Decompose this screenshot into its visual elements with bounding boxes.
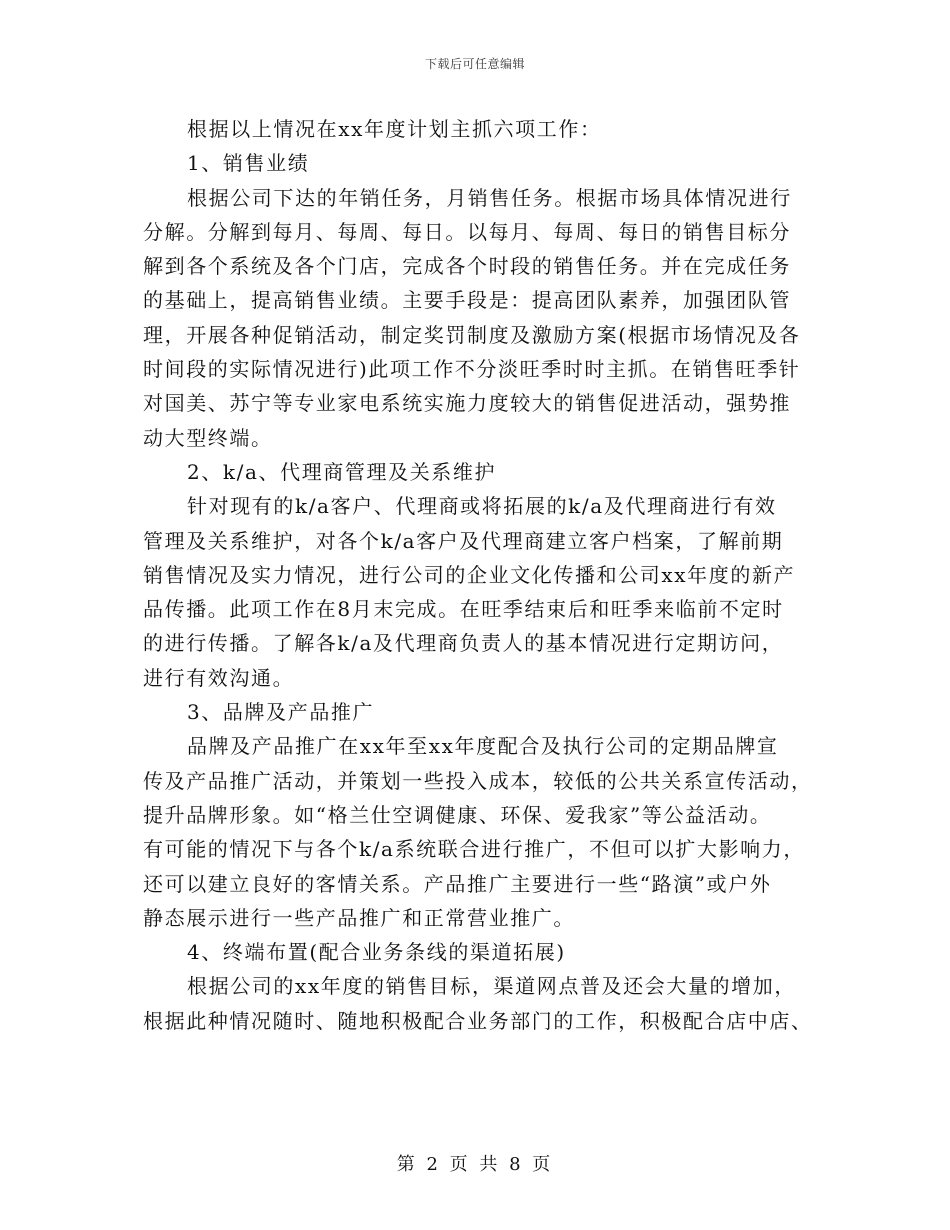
text-line: 进行有效沟通。: [143, 665, 295, 690]
page-number: 第 2 页 共 8 页: [396, 1154, 554, 1175]
text-line: 2、k/a、代理商管理及关系维护: [187, 459, 497, 484]
text-line: 提升品牌形象。如“格兰仕空调健康、环保、爱我家”等公益活动。: [143, 802, 772, 827]
text-line: 管理及关系维护，对各个k/a客户及代理商建立客户档案，了解前期: [143, 528, 784, 553]
text-line: 理，开展各种促销活动，制定奖罚制度及激励方案(根据市场情况及各: [143, 322, 801, 347]
text-line: 3、品牌及产品推广: [187, 700, 375, 725]
text-line: 根据公司下达的年销任务，月销售任务。根据市场具体情况进行: [187, 185, 792, 210]
text-line: 4、终端布置(配合业务条线的渠道拓展): [187, 940, 566, 965]
text-line: 有可能的情况下与各个k/a系统联合进行推广，不但可以扩大影响力，: [143, 837, 805, 862]
text-line: 对国美、苏宁等专业家电系统实施力度较大的销售促进活动，强势推: [143, 391, 791, 416]
text-line: 动大型终端。: [143, 425, 273, 450]
text-line: 的进行传播。了解各k/a及代理商负责人的基本情况进行定期访问，: [143, 631, 784, 656]
text-line: 还可以建立良好的客情关系。产品推广主要进行一些“路演”或户外: [143, 871, 772, 896]
text-line: 品牌及产品推广在xx年至xx年度配合及执行公司的定期品牌宣: [187, 734, 779, 759]
page-header: 下载后可任意编辑: [424, 57, 525, 71]
text-line: 品传播。此项工作在8月末完成。在旺季结束后和旺季来临前不定时: [143, 597, 784, 622]
text-line: 解到各个系统及各个门店，完成各个时段的销售任务。并在完成任务: [143, 254, 791, 279]
text-line: 的基础上，提高销售业绩。主要手段是：提高团队素养，加强团队管: [143, 288, 791, 313]
text-line: 时间段的实际情况进行)此项工作不分淡旺季时时主抓。在销售旺季针: [143, 357, 801, 382]
text-line: 分解。分解到每月、每周、每日。以每月、每周、每日的销售目标分: [143, 219, 791, 244]
text-line: 根据以上情况在xx年度计划主抓六项工作：: [187, 117, 602, 141]
document-body: [143, 112, 813, 1038]
text-line: 销售情况及实力情况，进行公司的企业文化传播和公司xx年度的新产: [143, 562, 796, 587]
text-line: 传及产品推广活动，并策划一些投入成本，较低的公共关系宣传活动，: [143, 768, 813, 793]
text-line: 根据此种情况随时、随地积极配合业务部门的工作，积极配合店中店、: [143, 1008, 813, 1033]
text-line: 1、销售业绩: [187, 151, 310, 176]
text-line: 针对现有的k/a客户、代理商或将拓展的k/a及代理商进行有效: [187, 494, 777, 519]
text-line: 静态展示进行一些产品推广和正常营业推广。: [143, 905, 575, 930]
text-line: 根据公司的xx年度的销售目标，渠道网点普及还会大量的增加，: [187, 974, 796, 999]
